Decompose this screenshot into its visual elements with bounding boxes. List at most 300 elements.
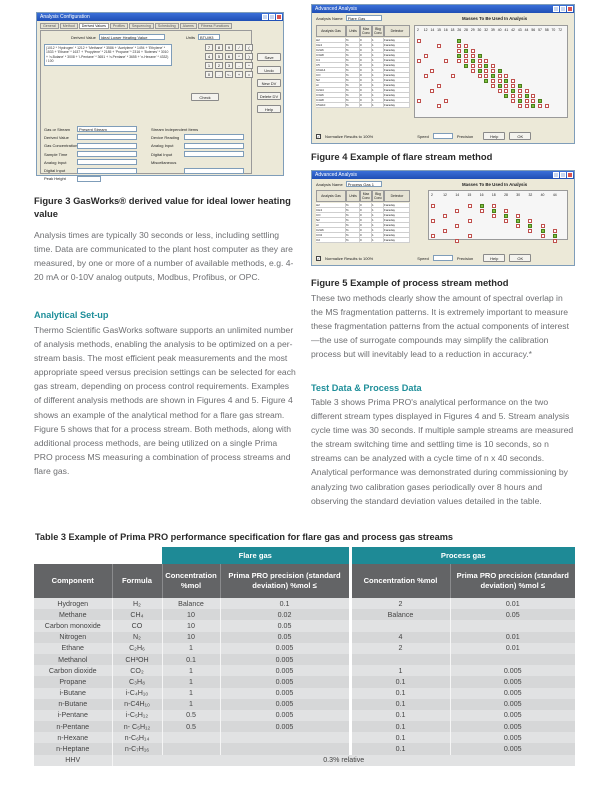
table-cell: 2 <box>350 598 450 609</box>
table-cell: 0.1 <box>350 688 450 699</box>
mass-checkbox[interactable] <box>491 69 495 73</box>
table-cell: 1 <box>350 665 450 676</box>
mass-checkbox[interactable] <box>531 99 535 103</box>
key-1[interactable]: 1 <box>205 62 213 69</box>
gas-cell: Faraday <box>384 103 410 108</box>
ok-button[interactable]: OK <box>509 254 531 262</box>
gas-cell: 1 <box>372 228 384 233</box>
mass-checkbox[interactable] <box>525 94 529 98</box>
table3-caption: Table 3 Example of Prima PRO performance specification for flare gas and process gas streams <box>35 532 454 542</box>
mass-checkbox[interactable] <box>498 74 502 78</box>
mass-column-label: 32 <box>484 28 489 32</box>
window-title: Analysis Configuration <box>40 14 90 20</box>
mass-column-label: 40 <box>497 28 502 32</box>
gas-cell: % <box>346 218 360 223</box>
units-field[interactable]: BTU/ft3 <box>198 34 220 40</box>
table-cell: 0.05 <box>450 609 575 620</box>
gas-cell: % <box>346 88 360 93</box>
key-dot[interactable]: . <box>215 71 223 78</box>
mass-checkbox[interactable] <box>431 204 435 208</box>
help-button[interactable]: Help <box>257 105 281 113</box>
table-cell: 0.1 <box>220 598 350 609</box>
check-button[interactable]: Check <box>191 93 219 101</box>
mass-checkbox[interactable] <box>468 204 472 208</box>
advanced-analysis-flare-window <box>311 4 575 144</box>
table-row <box>34 688 575 699</box>
mass-checkbox[interactable] <box>430 89 434 93</box>
gas-cell: 0 <box>360 53 372 58</box>
gas-cell: C4 <box>316 58 346 63</box>
mass-checkbox[interactable] <box>538 99 542 103</box>
gas-cell: 0 <box>360 93 372 98</box>
close-icon[interactable] <box>567 172 573 178</box>
key-2[interactable]: 2 <box>215 62 223 69</box>
table-cell: 0.5 <box>162 710 220 721</box>
gas-cell: 1 <box>372 98 384 103</box>
mass-checkbox[interactable] <box>484 79 488 83</box>
mass-checkbox[interactable] <box>431 234 435 238</box>
gas-or-stream-select[interactable]: Present Stream <box>77 126 137 132</box>
mass-checkbox[interactable] <box>553 239 557 243</box>
gas-cell: 1 <box>372 93 384 98</box>
table-cell: 1 <box>162 665 220 676</box>
field-label: Analog Input <box>44 159 67 165</box>
key-multiply[interactable]: * <box>235 53 243 60</box>
table-row <box>34 598 575 609</box>
gas-cell: 0 <box>360 223 372 228</box>
gas-cell: 1 <box>372 238 384 243</box>
mass-checkbox[interactable] <box>491 84 495 88</box>
help-button[interactable]: Help <box>483 254 505 262</box>
mass-checkbox[interactable] <box>492 209 496 213</box>
right-paragraph-2: Table 3 shows Prima PRO's analytical performance on the two different stream types displayed in Figures 4 and 5. Stream analysis cycle time was 30 seconds. If multiple sample streams are measured the stream switching time and settling time is 10 seconds, so n streams can be analyzed with a cycle time of n x 40 seconds. Analytical performance was demonstrated during commissioning by analyzing two calibration gases periodically over 8 hours and observing the standard deviation values detailed in the table. <box>311 397 574 506</box>
key-open-paren[interactable]: ( <box>245 44 253 51</box>
mass-column-label: 57 <box>538 28 542 32</box>
minimize-icon[interactable] <box>553 172 559 178</box>
mass-checkbox[interactable] <box>464 44 468 48</box>
table-row <box>34 643 575 654</box>
gas-cell: 1 <box>372 78 384 83</box>
mass-checkbox[interactable] <box>516 224 520 228</box>
mass-checkbox[interactable] <box>478 59 482 63</box>
table-cell: 1 <box>162 643 220 654</box>
mass-checkbox[interactable] <box>455 224 459 228</box>
normalize-label: Normalize Results to 100% <box>325 255 374 261</box>
gas-cell: N2 <box>316 78 346 83</box>
mass-checkbox[interactable] <box>498 69 502 73</box>
gas-cell: % <box>346 83 360 88</box>
mass-column-label: 16 <box>443 28 448 32</box>
table-cell: 0.005 <box>450 743 575 754</box>
gas-cell: % <box>346 73 360 78</box>
table-cell <box>162 732 220 743</box>
gas-cell: % <box>346 43 360 48</box>
gas-cell: C5 <box>316 63 346 68</box>
table-cell: 0.005 <box>220 699 350 710</box>
mass-column-label: 12 <box>443 193 447 197</box>
speed-slider[interactable] <box>433 133 453 139</box>
process-gas-group-header: Process gas <box>350 547 575 564</box>
mass-checkbox[interactable] <box>457 39 461 43</box>
gas-row[interactable] <box>316 103 410 108</box>
gas-cell: % <box>346 78 360 83</box>
mass-checkbox[interactable] <box>484 74 488 78</box>
gas-cell: 1 <box>372 203 384 208</box>
gas-cell: 0 <box>360 48 372 53</box>
mass-checkbox[interactable] <box>430 69 434 73</box>
derived-value-input[interactable] <box>77 134 137 140</box>
mass-column-label: 41 <box>504 28 509 32</box>
mass-checkbox[interactable] <box>541 229 545 233</box>
key-9[interactable]: 9 <box>225 44 233 51</box>
analysis-name-input[interactable]: Process Gas 1 <box>346 181 382 187</box>
table-cell: Balance <box>162 598 220 609</box>
field-label: Device Reading <box>151 134 180 140</box>
mass-checkbox[interactable] <box>511 89 515 93</box>
table-cell: i-C₅H₁₂ <box>112 710 162 721</box>
mass-checkbox[interactable] <box>417 59 421 63</box>
key-minus[interactable]: - <box>235 62 243 69</box>
formula-editor[interactable]: (1012 * 'Hydrogen' * 1212 + 'Methane' * 3586 + 'Acetylene' * 1494 + 'Ethylene' * 1533 + 'Ethane' * 1637 + 'Propylene' * 2185 + 'Propane' * 2316 + 'Butenes' * 3010 + 'n-Butane' * 3008 + 'i-Pentane' * 3651 + 'n-Pentane' * 3655 + 'n-Hexane' * 4332) / 100 <box>44 44 172 66</box>
mass-checkbox[interactable] <box>484 69 488 73</box>
mass-checkbox[interactable] <box>518 104 522 108</box>
key-close-paren[interactable]: ) <box>245 53 253 60</box>
mass-checkbox[interactable] <box>541 224 545 228</box>
table-cell: n-Butane <box>34 699 112 710</box>
window-title: Advanced Analysis <box>315 6 357 12</box>
tab-profiles[interactable]: Profiles <box>110 23 128 29</box>
mass-checkbox[interactable] <box>504 94 508 98</box>
analog-input-select-right[interactable] <box>184 143 244 149</box>
mass-checkbox[interactable] <box>424 74 428 78</box>
gas-table-header <box>316 190 410 202</box>
maximize-icon[interactable] <box>269 14 275 20</box>
new-dv-button[interactable]: New DV <box>257 79 281 87</box>
key-6[interactable]: 6 <box>225 53 233 60</box>
mass-checkbox[interactable] <box>455 209 459 213</box>
digital-input-select-right[interactable] <box>184 151 244 157</box>
precision-label: Precision <box>456 133 474 139</box>
mass-checkbox[interactable] <box>417 99 421 103</box>
mass-checkbox[interactable] <box>417 39 421 43</box>
mass-checkbox[interactable] <box>443 214 447 218</box>
mass-checkbox[interactable] <box>525 104 529 108</box>
mass-checkbox[interactable] <box>457 54 461 58</box>
mass-checkbox[interactable] <box>498 79 502 83</box>
normalize-checkbox[interactable]: ✓ <box>317 133 321 139</box>
tab-scheduling[interactable]: Scheduling <box>155 23 179 29</box>
mass-checkbox[interactable] <box>484 64 488 68</box>
gas-cell: CH4 <box>316 208 346 213</box>
analysis-name-label: Analysis Name <box>316 181 343 187</box>
mass-checkbox[interactable] <box>491 64 495 68</box>
tab-derived-values[interactable]: Derived Values <box>79 23 109 29</box>
mass-checkbox[interactable] <box>464 64 468 68</box>
analog-input-select[interactable] <box>77 159 137 165</box>
gas-cell: Faraday <box>384 88 410 93</box>
gas-table-rows <box>316 38 410 108</box>
mass-checkbox[interactable] <box>545 104 549 108</box>
mass-checkbox[interactable] <box>528 219 532 223</box>
mass-checkbox[interactable] <box>516 219 520 223</box>
gas-cell: Faraday <box>384 213 410 218</box>
table-cell: 0.3% relative <box>112 755 575 766</box>
mass-checkbox[interactable] <box>443 229 447 233</box>
table-cell <box>220 732 350 743</box>
mass-checkbox[interactable] <box>464 49 468 53</box>
normalize-checkbox[interactable]: ✓ <box>317 255 321 261</box>
mass-checkbox[interactable] <box>471 69 475 73</box>
mass-checkbox[interactable] <box>491 79 495 83</box>
gas-cell: CO <box>316 213 346 218</box>
mass-checkbox[interactable] <box>504 219 508 223</box>
gas-cell: Faraday <box>384 98 410 103</box>
analysis-name-row <box>316 15 382 21</box>
tab-fitness-functions[interactable]: Fitness Functions <box>198 23 232 29</box>
table-cell: 1 <box>162 688 220 699</box>
mass-checkbox[interactable] <box>455 239 459 243</box>
mass-checkbox[interactable] <box>504 84 508 88</box>
gas-cell: % <box>346 228 360 233</box>
key-0[interactable]: 0 <box>205 71 213 78</box>
gas-cell: 0 <box>360 213 372 218</box>
mass-checkbox[interactable] <box>480 204 484 208</box>
mass-checkbox[interactable] <box>471 54 475 58</box>
mass-checkbox[interactable] <box>518 99 522 103</box>
mass-checkbox[interactable] <box>478 64 482 68</box>
tab-alarms[interactable]: Alarms <box>180 23 197 29</box>
mass-checkbox[interactable] <box>444 59 448 63</box>
gas-table-header <box>316 25 410 37</box>
mass-checkbox[interactable] <box>492 214 496 218</box>
mass-checkbox[interactable] <box>528 229 532 233</box>
mass-checkbox[interactable] <box>504 209 508 213</box>
mass-checkbox[interactable] <box>553 229 557 233</box>
mass-checkbox[interactable] <box>437 84 441 88</box>
mass-checkbox[interactable] <box>437 104 441 108</box>
gas-cell: 0 <box>360 98 372 103</box>
maximize-icon[interactable] <box>560 172 566 178</box>
figure5-caption: Figure 5 Example of process stream method <box>311 277 509 288</box>
mass-checkbox[interactable] <box>478 69 482 73</box>
analysis-name-input[interactable]: Flare Gas <box>346 15 382 21</box>
key-8[interactable]: 8 <box>215 44 223 51</box>
mass-checkbox[interactable] <box>492 204 496 208</box>
mass-checkbox[interactable] <box>471 49 475 53</box>
tab-method[interactable]: Method <box>60 23 78 29</box>
mass-checkbox[interactable] <box>531 94 535 98</box>
minimize-icon[interactable] <box>553 6 559 12</box>
mass-checkbox[interactable] <box>431 219 435 223</box>
minimize-icon[interactable] <box>262 14 268 20</box>
mass-checkbox[interactable] <box>464 59 468 63</box>
gas-cell: 0 <box>360 83 372 88</box>
mass-checkbox[interactable] <box>478 54 482 58</box>
tab-sequencing[interactable]: Sequencing <box>129 23 154 29</box>
help-button[interactable]: Help <box>483 132 505 140</box>
gas-cell: H2 <box>316 38 346 43</box>
close-icon[interactable] <box>276 14 282 20</box>
table-cell: 0.005 <box>220 676 350 687</box>
gas-row[interactable] <box>316 238 410 243</box>
mass-column-label: 18 <box>450 28 455 32</box>
gas-cell: 0 <box>360 88 372 93</box>
gas-cell: 0 <box>360 43 372 48</box>
mass-checkbox[interactable] <box>518 89 522 93</box>
gas-concentration-select[interactable] <box>77 143 137 149</box>
key-power[interactable]: ^ <box>245 62 253 69</box>
mass-checkbox[interactable] <box>518 84 522 88</box>
gas-cell: C2H6 <box>316 48 346 53</box>
speed-label: Speed <box>417 133 429 139</box>
gas-cell: 1 <box>372 68 384 73</box>
mass-checkbox[interactable] <box>504 74 508 78</box>
gas-cell: 0 <box>360 238 372 243</box>
table-cell: 10 <box>162 609 220 620</box>
miscellaneous-select[interactable] <box>184 168 244 174</box>
key-divide[interactable]: / <box>235 44 243 51</box>
mass-checkbox[interactable] <box>504 214 508 218</box>
key-plus[interactable]: + <box>235 71 243 78</box>
speed-slider[interactable] <box>433 255 453 261</box>
table-cell: Carbon monoxide <box>34 620 112 631</box>
derived-value-select[interactable]: Ideal Lower Heating Value <box>99 34 165 40</box>
mass-checkbox[interactable] <box>498 89 502 93</box>
mass-checkbox[interactable] <box>464 54 468 58</box>
table-cell: 0.005 <box>450 732 575 743</box>
mass-checkbox[interactable] <box>468 234 472 238</box>
analysis-name-row <box>316 181 382 187</box>
mass-checkbox[interactable] <box>444 99 448 103</box>
table-cell: 0.005 <box>220 710 350 721</box>
col-max-conc: Max Conc <box>360 190 372 202</box>
sample-time-select[interactable] <box>77 151 137 157</box>
gas-cell: C4H8 <box>316 98 346 103</box>
mass-column-label: 28 <box>464 28 468 32</box>
table-cell: CO <box>112 620 162 631</box>
table-cell: 0.1 <box>350 676 450 687</box>
col-bkg-conc: Bkg Conc <box>372 25 384 37</box>
gas-cell: 0 <box>360 73 372 78</box>
digital-input-select[interactable] <box>77 168 137 174</box>
mass-column-label: 43 <box>517 28 522 32</box>
table-cell: n-C₆H₁₄ <box>112 732 162 743</box>
gas-cell: Faraday <box>384 93 410 98</box>
key-equals[interactable]: = <box>245 71 253 78</box>
mass-checkbox[interactable] <box>553 234 557 238</box>
gas-cell: 1 <box>372 223 384 228</box>
gas-cell: 0 <box>360 103 372 108</box>
mass-checkbox[interactable] <box>511 84 515 88</box>
formula-keypad <box>205 44 253 78</box>
table-cell <box>350 654 450 665</box>
gas-cell: Ar <box>316 83 346 88</box>
mass-checkbox[interactable] <box>511 99 515 103</box>
mass-checkbox[interactable] <box>511 94 515 98</box>
window-titlebar <box>312 171 574 179</box>
mass-checkbox[interactable] <box>457 44 461 48</box>
table-cell: 0.01 <box>450 643 575 654</box>
key-5[interactable]: 5 <box>215 53 223 60</box>
mass-column-label: 29 <box>470 28 475 32</box>
table-cell <box>220 743 350 754</box>
peak-height-select[interactable] <box>77 176 101 182</box>
key-4[interactable]: 4 <box>205 53 213 60</box>
table-cell: Balance <box>350 609 450 620</box>
gas-cell: % <box>346 68 360 73</box>
field-label: Gas or Stream <box>44 126 71 132</box>
tab-general[interactable]: General <box>40 23 59 29</box>
mass-checkbox[interactable] <box>504 79 508 83</box>
gas-cell: 1 <box>372 218 384 223</box>
mass-checkbox[interactable] <box>525 99 529 103</box>
mass-checkbox[interactable] <box>437 44 441 48</box>
mass-checkbox[interactable] <box>484 59 488 63</box>
performance-table <box>34 547 575 766</box>
delete-dv-button[interactable]: Delete DV <box>257 92 281 100</box>
mass-column-label: 30 <box>477 28 482 32</box>
mass-checkbox[interactable] <box>457 59 461 63</box>
window-titlebar <box>37 13 283 21</box>
close-icon[interactable] <box>567 6 573 12</box>
table-cell: 0.01 <box>450 632 575 643</box>
mass-checkbox[interactable] <box>541 234 545 238</box>
key-backspace[interactable]: <- <box>225 71 233 78</box>
gas-cell: 1 <box>372 83 384 88</box>
mass-checkbox[interactable] <box>528 224 532 228</box>
mass-column-label: 32 <box>528 193 533 197</box>
mass-selection-grid <box>428 190 568 240</box>
mass-column-label: 58 <box>544 28 549 32</box>
table-row <box>34 665 575 676</box>
mass-checkbox[interactable] <box>491 74 495 78</box>
mass-checkbox[interactable] <box>531 104 535 108</box>
maximize-icon[interactable] <box>560 6 566 12</box>
table-cell: CH³OH <box>112 654 162 665</box>
mass-checkbox[interactable] <box>451 74 455 78</box>
mass-checkbox[interactable] <box>471 59 475 63</box>
key-7[interactable]: 7 <box>205 44 213 51</box>
mass-checkbox[interactable] <box>498 84 502 88</box>
mass-checkbox[interactable] <box>516 214 520 218</box>
save-button[interactable]: Save <box>257 53 281 61</box>
mass-column-label: 44 <box>524 28 529 32</box>
table-cell: n-Hexane <box>34 732 112 743</box>
mass-checkbox[interactable] <box>511 79 515 83</box>
units-label: Units <box>185 34 195 40</box>
table-cell: 0.1 <box>350 732 450 743</box>
undo-button[interactable]: Undo <box>257 66 281 74</box>
table-cell: 0.005 <box>220 643 350 654</box>
mass-checkbox[interactable] <box>525 89 529 93</box>
ok-button[interactable]: OK <box>509 132 531 140</box>
col-flare-concentration: Concentration %mol <box>162 564 220 598</box>
mass-checkbox[interactable] <box>457 49 461 53</box>
mass-checkbox[interactable] <box>480 209 484 213</box>
mass-checkbox[interactable] <box>468 219 472 223</box>
mass-checkbox[interactable] <box>518 94 522 98</box>
mass-checkbox[interactable] <box>538 104 542 108</box>
mass-checkbox[interactable] <box>478 74 482 78</box>
device-reading-select[interactable] <box>184 134 244 140</box>
gas-cell: % <box>346 93 360 98</box>
mass-checkbox[interactable] <box>471 64 475 68</box>
mass-checkbox[interactable] <box>504 89 508 93</box>
col-max-conc: Max Conc <box>360 25 372 37</box>
key-3[interactable]: 3 <box>225 62 233 69</box>
mass-checkbox[interactable] <box>424 54 428 58</box>
gas-cell: % <box>346 208 360 213</box>
